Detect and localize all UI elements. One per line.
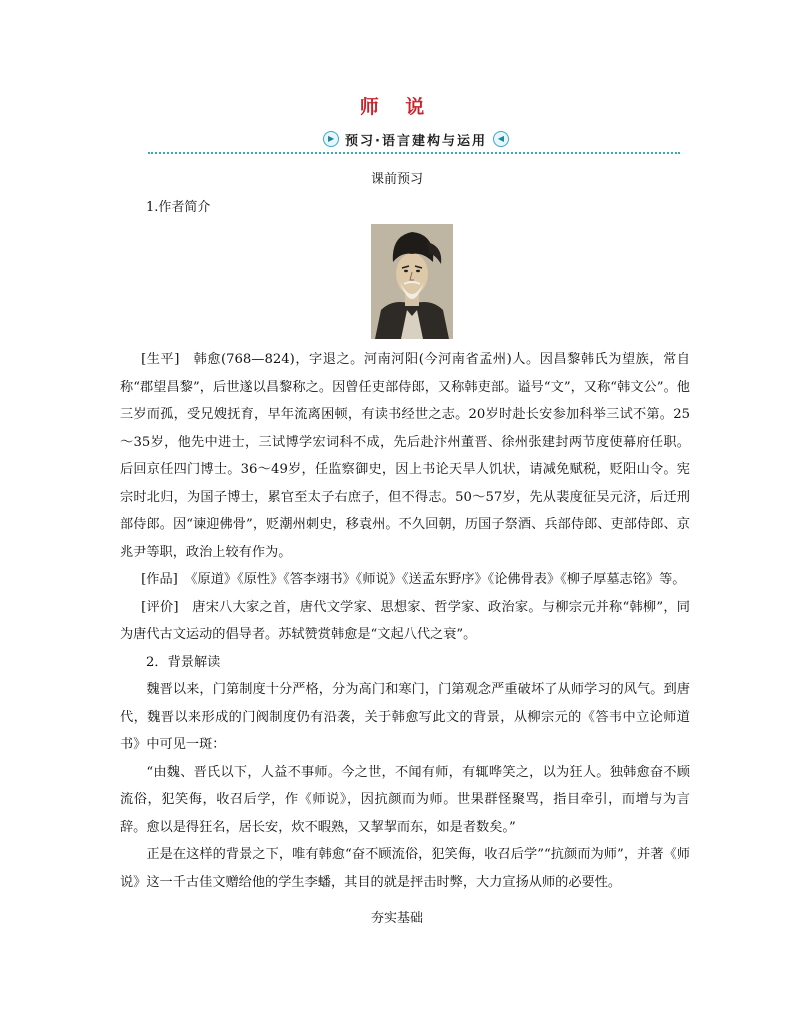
- portrait-image: [371, 224, 453, 339]
- section-label-background: 2．背景解读: [146, 654, 221, 670]
- paragraph-life: [生平] 韩愈(768—824)，字退之。河南河阳(今河南省孟州)人。因昌黎韩氏为望族，常自称“郡望昌黎”，后世遂以昌黎称之。因曾任吏部侍郎，又称韩吏部。谥号“文”，又称“韩文公”。他三岁而孤，受兄嫂抚育，早年流离困顿，有读书经世之志。20岁时赴长安参加科举三试不第。25～35岁，他先中进士，三试博学宏词科不成，先后赴汴州董晋、徐州张建封两节度使幕府任职。后回京任四门博士。36～49岁，任监察御史，因上书论天旱人饥状，请减免赋税，贬阳山令。宪宗时北归，为国子博士，累官至太子右庶子，但不得志。50～57岁，先从裴度征吴元济，后迁刑部侍郎。因“谏迎佛骨”，贬潮州刺史，移袁州。不久回朝，历国子祭酒、兵部侍郎、吏部侍郎、京兆尹等职，政治上较有作为。: [120, 352, 690, 560]
- subheading: 课前预习: [370, 172, 423, 187]
- dotted-divider: [148, 152, 680, 154]
- author-portrait: [371, 224, 453, 339]
- paragraph-quote: “由魏、晋氏以下，人益不事师。今之世，不闻有师，有辄哗笑之，以为狂人。独韩愈奋不顾流俗，犯笑侮，收召后学，作《师说》，因抗颜而为师。世果群怪聚骂，指目牵引，而增与为言辞。愈以是得狂名，居长安，炊不暇熟，又挈挈而东，如是者数矣。”: [120, 764, 690, 835]
- paragraph-review: [评价] 唐宋八大家之首，唐代文学家、思想家、哲学家、政治家。与柳宗元并称“韩柳”，同为唐代古文运动的倡导者。苏轼赞赏韩愈是“文起八代之衰”。: [120, 599, 690, 642]
- play-left-icon: ◀: [493, 131, 509, 147]
- play-right-icon: ▶: [323, 131, 339, 147]
- paragraph-background-1: 魏晋以来，门第制度十分严格，分为高门和寒门，门第观念严重破坏了从师学习的风气。到唐代，魏晋以来形成的门阀制度仍有沿袭，关于韩愈写此文的背景，从柳宗元的《答韦中立论师道书》中可见一斑：: [120, 682, 690, 752]
- section-banner: [305, 128, 527, 150]
- paragraph-works: [作品] 《原道》《原性》《答李翊书》《师说》《送孟东野序》《论佛骨表》《柳子厚墓志铭》等。: [141, 572, 686, 587]
- section-label-author: 1.作者简介: [146, 200, 211, 215]
- footer-heading: 夯实基础: [370, 911, 423, 926]
- banner-text: 预习·语言建构与运用: [345, 133, 487, 149]
- paragraph-background-2: 正是在这样的背景之下，唯有韩愈“奋不顾流俗，犯笑侮，收召后学”“抗颜而为师”，并著《师说》这一千古佳文赠给他的学生李蟠，其目的就是抨击时弊，大力宣扬从师的必要性。: [120, 847, 690, 890]
- article-body: [120, 346, 690, 896]
- page-title: 师 说: [359, 96, 435, 118]
